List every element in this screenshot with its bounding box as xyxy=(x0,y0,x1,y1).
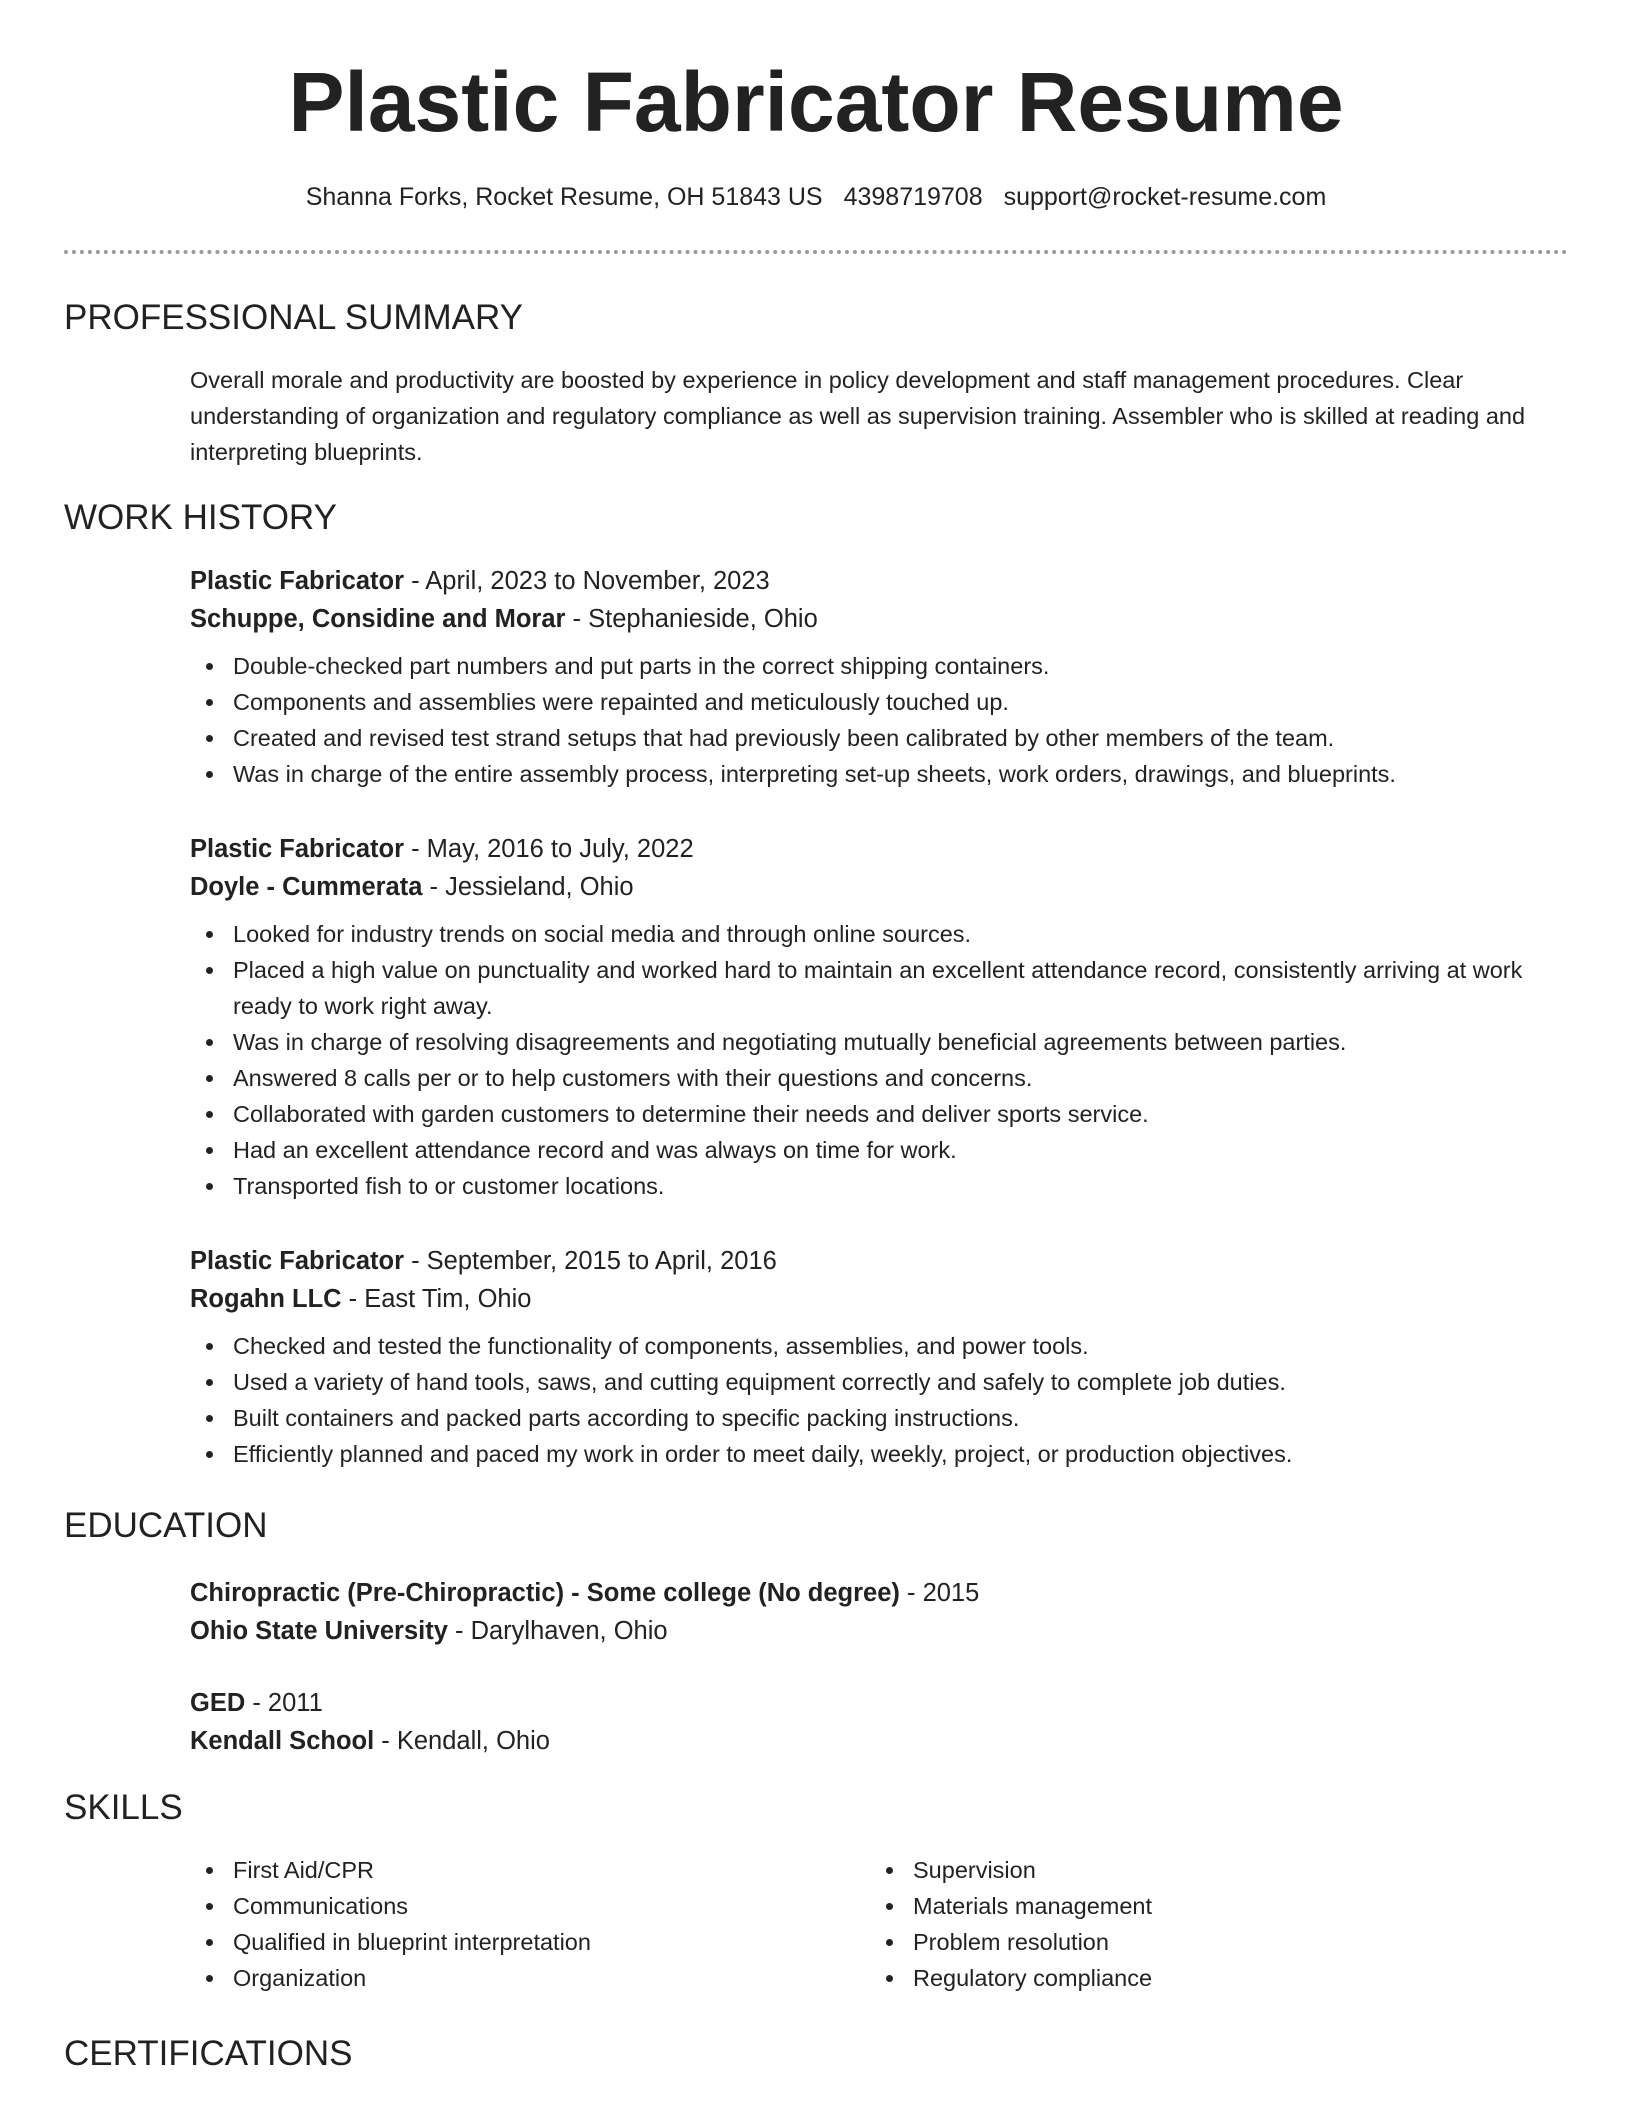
list-item: Was in charge of the entire assembly process, interpreting set-up sheets, work orders, drawings, and blueprints. xyxy=(190,756,1570,792)
job-title: Plastic Fabricator xyxy=(190,567,404,595)
job-bullets xyxy=(190,648,1570,792)
job-company: Schuppe, Considine and Morar xyxy=(190,605,566,633)
list-item: Answered 8 calls per or to help customers with their questions and concerns. xyxy=(190,1060,1570,1096)
summary-text: Overall morale and productivity are boosted by experience in policy development and staff management procedures. Clear understanding of organization and regulatory compliance as well as supervision training. Assembler who is skilled at reading and interpreting blueprints. xyxy=(190,367,1526,465)
education-degree: GED xyxy=(190,1689,246,1717)
summary-section xyxy=(190,362,1570,470)
skills-list xyxy=(870,1852,1550,1996)
education-school: Kendall School xyxy=(190,1727,375,1755)
skills-column-left xyxy=(190,1852,870,1996)
list-item: Regulatory compliance xyxy=(870,1960,1550,1996)
skills-section xyxy=(190,1852,1570,1996)
job-dates: - April, 2023 to November, 2023 xyxy=(404,567,770,595)
list-item: Checked and tested the functionality of components, assemblies, and power tools. xyxy=(190,1328,1570,1364)
skills-column-right xyxy=(870,1852,1550,1996)
education-entry xyxy=(190,1574,1570,1650)
job-location: - Stephanieside, Ohio xyxy=(565,605,818,633)
job-entry xyxy=(190,1242,1570,1472)
job-title: Plastic Fabricator xyxy=(190,1247,404,1275)
education-entry xyxy=(190,1684,1570,1760)
list-item: Used a variety of hand tools, saws, and cutting equipment correctly and safely to complete job duties. xyxy=(190,1364,1570,1400)
job-title-line xyxy=(190,562,1570,600)
list-item: Placed a high value on punctuality and worked hard to maintain an excellent attendance record, consistently arriving at work ready to work right away. xyxy=(190,952,1570,1024)
contact-phone: 4398719708 xyxy=(843,183,983,211)
job-company-line xyxy=(190,868,1570,906)
list-item: Looked for industry trends on social media and through online sources. xyxy=(190,916,1570,952)
list-item: Problem resolution xyxy=(870,1924,1550,1960)
education-year: - 2015 xyxy=(899,1579,980,1607)
skills-heading: SKILLS xyxy=(64,1788,183,1827)
job-dates: - September, 2015 to April, 2016 xyxy=(404,1247,777,1275)
job-dates: - May, 2016 to July, 2022 xyxy=(404,835,694,863)
job-company-line xyxy=(190,600,1570,638)
list-item: Collaborated with garden customers to determine their needs and deliver sports service. xyxy=(190,1096,1570,1132)
job-entry xyxy=(190,562,1570,792)
job-company-line xyxy=(190,1280,1570,1318)
education-heading: EDUCATION xyxy=(64,1506,268,1545)
education-school-line xyxy=(190,1612,1570,1650)
list-item: Double-checked part numbers and put parts in the correct shipping containers. xyxy=(190,648,1570,684)
job-bullets xyxy=(190,916,1570,1204)
list-item: Was in charge of resolving disagreements and negotiating mutually beneficial agreements between parties. xyxy=(190,1024,1570,1060)
job-entry xyxy=(190,830,1570,1204)
education-degree: Chiropractic (Pre-Chiropractic) - Some college (No degree) xyxy=(190,1579,900,1607)
list-item: Qualified in blueprint interpretation xyxy=(190,1924,870,1960)
education-location: - Kendall, Ohio xyxy=(374,1727,550,1755)
education-degree-line xyxy=(190,1574,1570,1612)
job-location: - East Tim, Ohio xyxy=(341,1285,532,1313)
list-item: Efficiently planned and paced my work in order to meet daily, weekly, project, or production objectives. xyxy=(190,1436,1570,1472)
list-item: Built containers and packed parts according to specific packing instructions. xyxy=(190,1400,1570,1436)
contact-address: Shanna Forks, Rocket Resume, OH 51843 US xyxy=(305,183,823,211)
summary-heading: PROFESSIONAL SUMMARY xyxy=(64,298,523,337)
contact-email: support@rocket-resume.com xyxy=(1003,183,1327,211)
job-title-line xyxy=(190,1242,1570,1280)
work-history-heading: WORK HISTORY xyxy=(64,498,337,537)
list-item: Materials management xyxy=(870,1888,1550,1924)
header-divider xyxy=(64,250,1568,254)
contact-line xyxy=(0,180,1632,214)
job-location: - Jessieland, Ohio xyxy=(422,873,634,901)
list-item: Supervision xyxy=(870,1852,1550,1888)
list-item: Transported fish to or customer locations. xyxy=(190,1168,1570,1204)
list-item: Organization xyxy=(190,1960,870,1996)
education-school-line xyxy=(190,1722,1570,1760)
certifications-heading: CERTIFICATIONS xyxy=(64,2034,353,2073)
job-company: Doyle - Cummerata xyxy=(190,873,423,901)
list-item: First Aid/CPR xyxy=(190,1852,870,1888)
job-bullets xyxy=(190,1328,1570,1472)
list-item: Communications xyxy=(190,1888,870,1924)
job-title: Plastic Fabricator xyxy=(190,835,404,863)
list-item: Had an excellent attendance record and was always on time for work. xyxy=(190,1132,1570,1168)
education-school: Ohio State University xyxy=(190,1617,448,1645)
list-item: Components and assemblies were repainted and meticulously touched up. xyxy=(190,684,1570,720)
education-location: - Darylhaven, Ohio xyxy=(447,1617,668,1645)
skills-list xyxy=(190,1852,870,1996)
job-company: Rogahn LLC xyxy=(190,1285,342,1313)
job-title-line xyxy=(190,830,1570,868)
page-title: Plastic Fabricator Resume xyxy=(288,55,1344,149)
education-degree-line xyxy=(190,1684,1570,1722)
list-item: Created and revised test strand setups that had previously been calibrated by other members of the team. xyxy=(190,720,1570,756)
education-year: - 2011 xyxy=(245,1689,323,1717)
